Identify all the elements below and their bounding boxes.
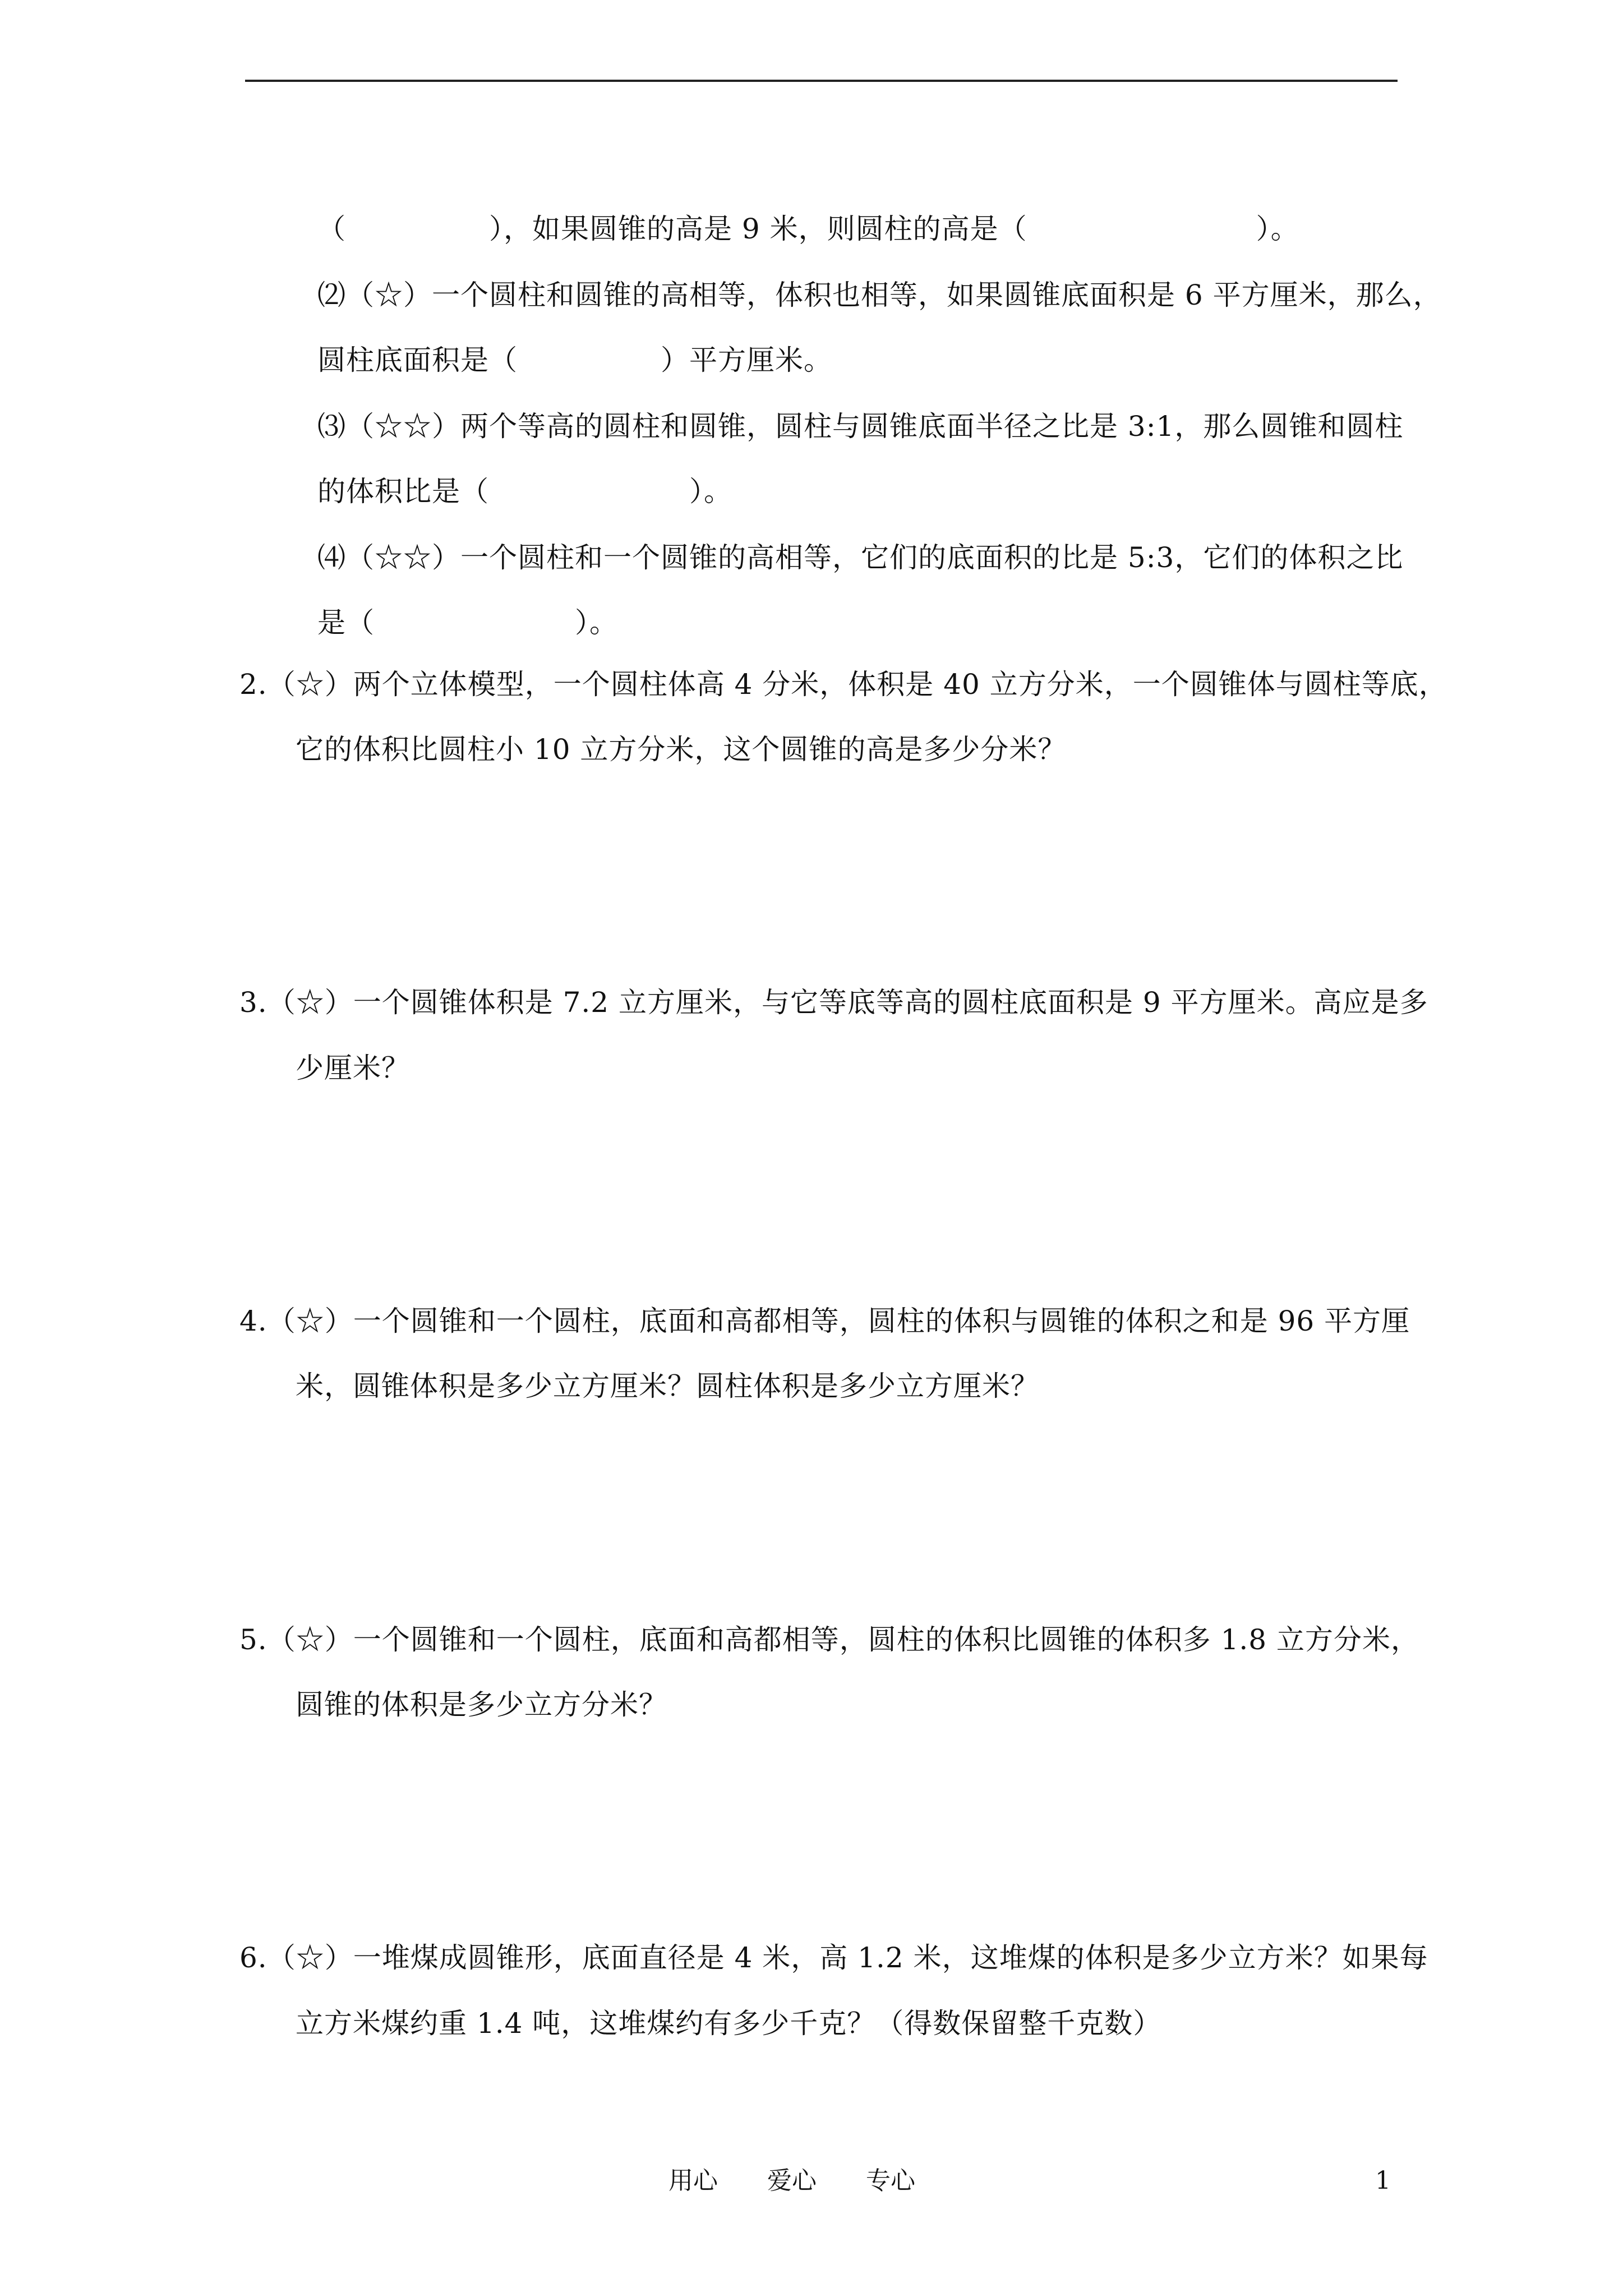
q1-part4-line1: ⑷（☆☆）一个圆柱和一个圆锥的高相等，它们的底面积的比是 5:3，它们的体积之比 <box>317 541 1404 574</box>
q1-part2-line1: ⑵（☆）一个圆柱和圆锥的高相等，体积也相等，如果圆锥底面积是 6 平方厘米，那么， <box>317 279 1442 311</box>
q1-part2-line2: 圆柱底面积是（ ）平方厘米。 <box>317 344 832 376</box>
question-6-line2: 立方米煤约重 1.4 吨，这堆煤约有多少千克？（得数保留整千克数） <box>296 2007 1162 2040</box>
question-3-line1: 3.（☆）一个圆锥体积是 7.2 立方厘米，与它等底等高的圆柱底面积是 9 平方厘米。高应是多 <box>239 986 1428 1019</box>
page-number: 1 <box>1375 2166 1391 2195</box>
question-6-line1: 6.（☆）一堆煤成圆锥形，底面直径是 4 米，高 1.2 米，这堆煤的体积是多少立方米？如果每 <box>239 1941 1428 1974</box>
question-5-line2: 圆锥的体积是多少立方分米？ <box>296 1688 667 1721</box>
header-rule <box>245 80 1398 82</box>
footer-motto: 用心 爱心 专心 <box>668 2166 915 2195</box>
q1-part1-tail: （ ），如果圆锥的高是 9 米，则圆柱的高是（ ）。 <box>317 213 1299 245</box>
question-3-line2: 少厘米？ <box>296 1052 410 1084</box>
question-4-line2: 米，圆锥体积是多少立方厘米？圆柱体积是多少立方厘米？ <box>296 1370 1039 1402</box>
question-2-line1: 2.（☆）两个立体模型，一个圆柱体高 4 分米，体积是 40 立方分米，一个圆锥体与圆柱等底， <box>239 668 1447 701</box>
question-4-line1: 4.（☆）一个圆锥和一个圆柱，底面和高都相等，圆柱的体积与圆锥的体积之和是 96 平方厘 <box>239 1305 1410 1337</box>
q1-part3-line2: 的体积比是（ ）。 <box>317 475 732 508</box>
question-5-line1: 5.（☆）一个圆锥和一个圆柱，底面和高都相等，圆柱的体积比圆锥的体积多 1.8 立方分米， <box>239 1623 1420 1656</box>
q1-part4-line2: 是（ ）。 <box>317 606 618 639</box>
question-2-line2: 它的体积比圆柱小 10 立方分米，这个圆锥的高是多少分米？ <box>296 733 1067 766</box>
q1-part3-line1: ⑶（☆☆）两个等高的圆柱和圆锥，圆柱与圆锥底面半径之比是 3:1，那么圆锥和圆柱 <box>317 410 1404 443</box>
